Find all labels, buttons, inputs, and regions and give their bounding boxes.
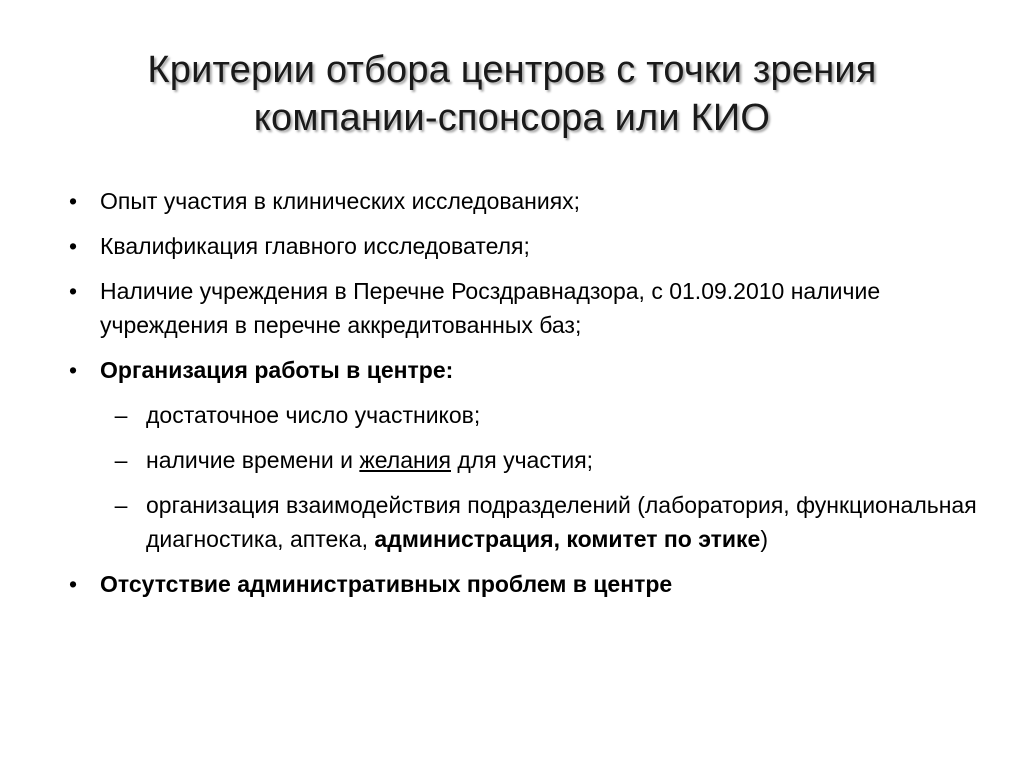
text-run: ) — [760, 526, 768, 552]
sub-list-item-text — [146, 447, 593, 473]
sub-list-item-text — [146, 492, 977, 552]
text-run: для участия; — [451, 447, 594, 473]
bullet-icon: • — [68, 233, 78, 259]
title-line-1: Критерии отбора центров с точки зрения — [147, 49, 877, 91]
list-item-text: Отсутствие административных проблем в центре — [100, 571, 673, 597]
list-item-text: Наличие учреждения в Перечне Росздравнадзора, с 01.09.2010 наличие учреждения в перечне аккредитованных баз; — [100, 278, 881, 338]
list-item — [58, 274, 978, 342]
list-item-text: Квалификация главного исследователя; — [100, 233, 530, 259]
dash-icon: – — [114, 447, 128, 473]
text-run: наличие времени и — [146, 447, 360, 473]
sub-list-item-text: достаточное число участников; — [146, 402, 481, 428]
sub-list-item — [58, 488, 978, 556]
list-item — [58, 184, 978, 218]
title-line-2: компании-спонсора или КИО — [253, 97, 771, 139]
bullet-icon: • — [68, 571, 78, 597]
bullet-icon: • — [68, 278, 78, 304]
bullet-icon: • — [68, 188, 78, 214]
list-item — [58, 229, 978, 263]
underlined-text: желания — [359, 447, 451, 473]
dash-icon: – — [114, 492, 128, 518]
list-item — [58, 353, 978, 387]
bullet-icon: • — [68, 357, 78, 383]
sub-list-item — [58, 443, 978, 477]
dash-icon: – — [114, 402, 128, 428]
list-item-text: Опыт участия в клинических исследованиях; — [100, 188, 581, 214]
bullet-list — [58, 184, 978, 612]
slide-title — [60, 46, 964, 142]
list-item-text: Организация работы в центре: — [100, 357, 454, 383]
sub-list-item — [58, 398, 978, 432]
bold-text: администрация, комитет по этике — [374, 526, 761, 552]
list-item — [58, 567, 978, 601]
text-run: организация взаимодействия подразделений (лаборатория, функциональная диагностика, аптека, — [146, 492, 977, 552]
